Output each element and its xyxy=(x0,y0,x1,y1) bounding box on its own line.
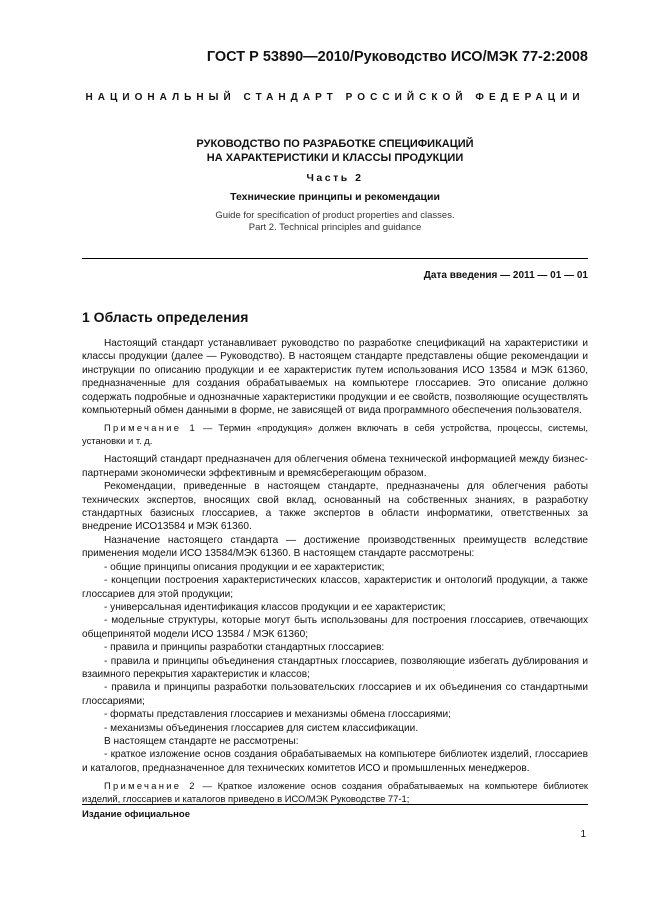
paragraph: Настоящий стандарт устанавливает руководство по разработке спецификаций на характеристики и классы продукции (далее — Руководство). В настоящем стандарте представлены общие рекомендации и инструкции по описанию продукции и ее характеристик путем использования ИСО 13584 и МЭК 61360, предназначенные для создания обрабатываемых на компьютере глоссариев. Это описание должно содержать подробные и однозначные характеристики продукции и ее свойств, позволяющие осуществлять компьютерный обмен данными в форме, не зависящей от вида программного обеспечения пользователя. xyxy=(82,338,588,417)
document-title xyxy=(82,137,588,165)
note-1 xyxy=(82,422,588,447)
list-item: - правила и принципы разработки стандартных глоссариев: xyxy=(104,642,385,654)
list-item: - концепции построения характеристических классов, характеристик и онтологий продукции, а также глоссариев для этой продукции; xyxy=(82,575,588,600)
section-body xyxy=(82,337,588,811)
title-divider xyxy=(82,258,588,259)
list-item: - модельные структуры, которые могут быть использованы для построения глоссариев, отвечающих общепринятой модели ИСО 13584 / МЭК 61360; xyxy=(82,615,588,640)
list-item: - общие принципы описания продукции и ее характеристик; xyxy=(104,561,385,573)
note-label: Примечание 2 xyxy=(104,780,197,792)
paragraph: В настоящем стандарте не рассмотрены: xyxy=(104,735,299,747)
subtitle: Технические принципы и рекомендации xyxy=(230,191,440,203)
english-title-line-1: Guide for specification of product properties and classes. xyxy=(215,210,455,221)
title-line-2: НА ХАРАКТЕРИСТИКИ И КЛАССЫ ПРОДУКЦИИ xyxy=(206,152,464,164)
list-item: - механизмы объединения глоссариев для систем классификации. xyxy=(104,722,419,734)
introduction-date: Дата введения — 2011 — 01 — 01 xyxy=(423,270,588,281)
part-label: Часть 2 xyxy=(306,172,364,184)
list-item: - форматы представления глоссариев и механизмы обмена глоссариями; xyxy=(104,709,451,721)
footer-divider xyxy=(82,804,588,805)
paragraph: Рекомендации, приведенные в настоящем стандарте, предназначены для облегчения работы технических экспертов, вносящих свой вклад, основанный на собственных знаниях, в разработку стандартных базисных глоссариев, а также экспертов в области информатики, ответственных за внедрение ИСО13584 и МЭК 61360. xyxy=(82,481,588,533)
english-title xyxy=(82,210,588,234)
note-label: Примечание 1 xyxy=(104,422,198,434)
section-heading: 1 Область определения xyxy=(82,309,249,325)
english-title-line-2: Part 2. Technical principles and guidance xyxy=(248,222,422,233)
note-text: — Краткое изложение основ создания обрабатываемых на компьютере библиотек изделий, глоссариев и каталогов приведено в ИСО/МЭК Руководстве 77-1; xyxy=(82,780,589,804)
standard-designation: ГОСТ Р 53890—2010/Руководство ИСО/МЭК 77-2:2008 xyxy=(206,49,588,65)
list-item: - краткое изложение основ создания обрабатываемых на компьютере библиотек изделий, глоссариев и каталогов, предназначенное для технических комитетов ИСО и промышленных менеджеров. xyxy=(82,749,588,774)
paragraph: Настоящий стандарт предназначен для облегчения обмена технической информацией между бизнес-партнерами экономически эффективным и времясберегающим образом. xyxy=(82,454,588,479)
title-line-1: РУКОВОДСТВО ПО РАЗРАБОТКЕ СПЕЦИФИКАЦИЙ xyxy=(196,138,474,150)
page-number: 1 xyxy=(580,829,586,840)
list-item: - правила и принципы объединения стандартных глоссариев, позволяющие избегать дублирования и взаимного перекрытия характеристик и классов; xyxy=(82,655,588,680)
official-edition-label: Издание официальное xyxy=(82,809,190,820)
list-item: - универсальная идентификация классов продукции и ее характеристик; xyxy=(104,601,446,613)
list-item: - правила и принципы разработки пользовательских глоссариев и их объединения со стандартными глоссариями; xyxy=(82,682,588,707)
paragraph: Назначение настоящего стандарта — достижение производственных преимуществ вследствие применения модели ИСО 13584/МЭК 61360. В настоящем стандарте рассмотрены: xyxy=(82,534,588,560)
note-text: — Термин «продукция» должен включать в себя устройства, процессы, системы, установки и т. д. xyxy=(82,422,588,446)
note-2 xyxy=(82,780,588,805)
national-standard-banner: НАЦИОНАЛЬНЫЙ СТАНДАРТ РОССИЙСКОЙ ФЕДЕРАЦИИ xyxy=(85,92,585,103)
